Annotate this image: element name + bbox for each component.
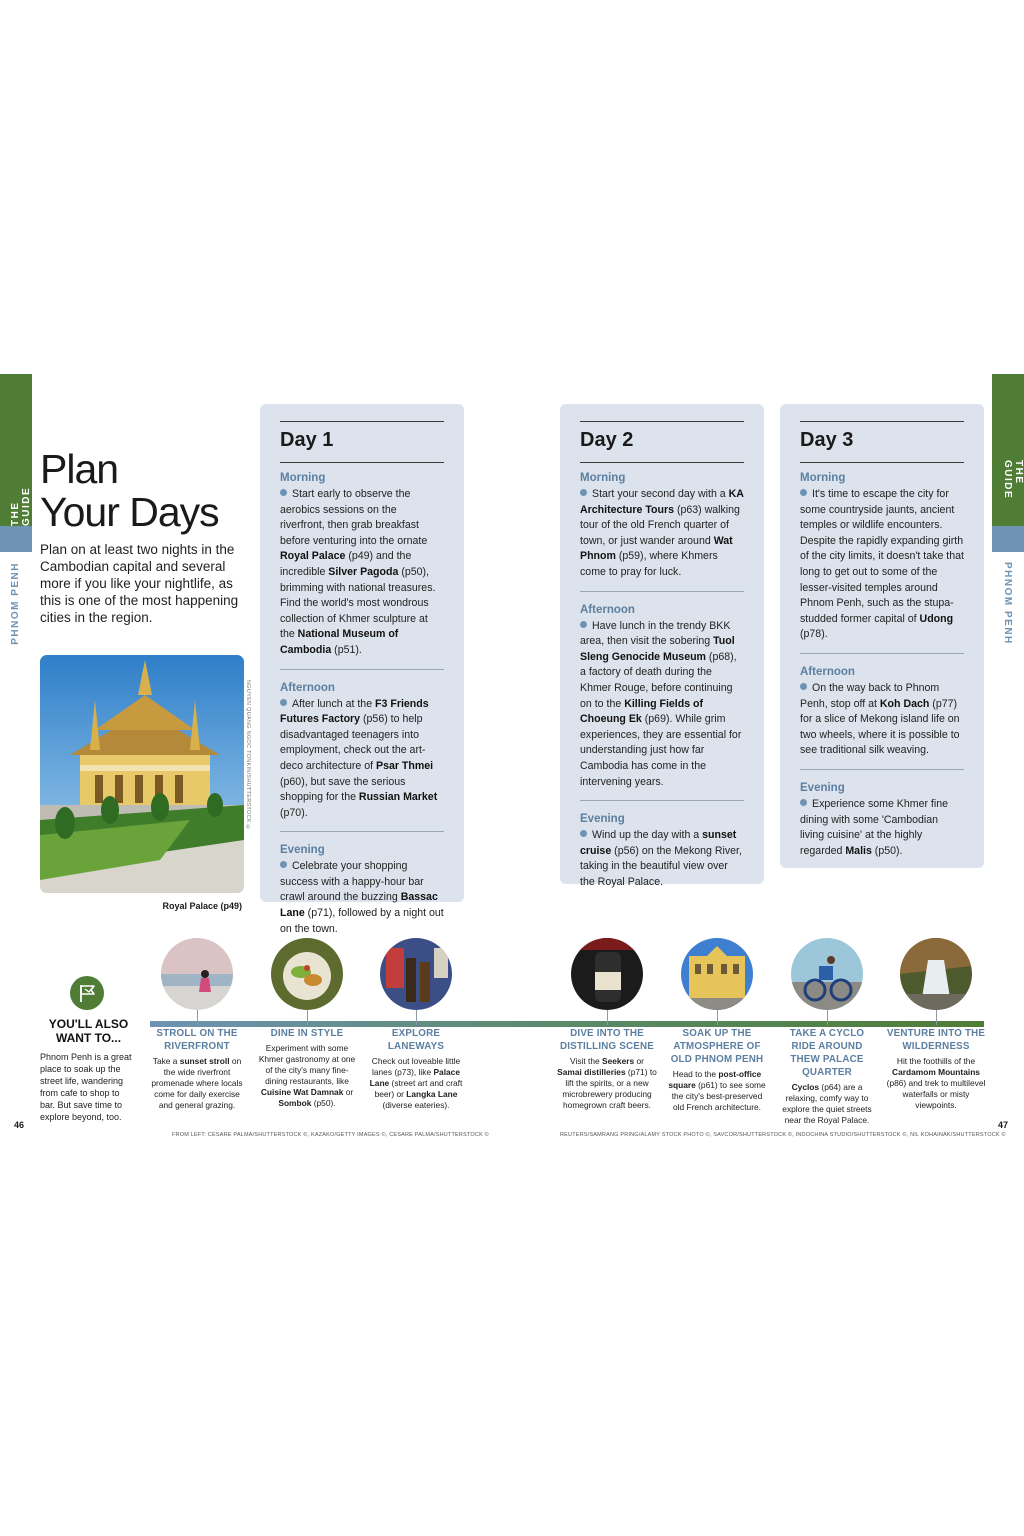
highlight-text: Koh Dach — [879, 697, 930, 710]
body-text: (p56) on the Mekong River, taking in the beautiful view over the Royal Palace. — [580, 844, 742, 888]
body-text: On the way back to Phnom Penh, stop off at — [800, 681, 940, 710]
body-text: (p69). While grim experiences, they are essential for understanding just how far Cambodia has come in the intervening years. — [580, 713, 742, 788]
body-text: (p63) walking tour of the old French quarter of town, or just wander around — [580, 503, 740, 547]
highlight-text: Seekers — [602, 1056, 635, 1066]
timeline-tick — [197, 1010, 198, 1025]
slot-text — [800, 681, 964, 759]
riverfront-photo — [161, 938, 233, 1010]
body-text: Wind up the day with a — [592, 829, 703, 842]
right-region-label: PHNOM PENH — [1002, 562, 1013, 645]
bullet-dot — [800, 489, 807, 496]
card-top-rule — [280, 421, 444, 422]
card-title-rule — [580, 462, 744, 463]
royal-palace-photo — [40, 655, 244, 893]
highlight-text: post-office square — [668, 1069, 762, 1090]
timeline-tick — [607, 1010, 608, 1025]
body-text: Check out loveable little lanes (p73), like — [371, 1056, 461, 1077]
activity-dine — [257, 938, 357, 1109]
body-text: (p59), where Khmers come to pray for luck. — [580, 550, 718, 578]
slot-text — [800, 797, 964, 859]
intro-text: Plan on at least two nights in the Cambodian capital and several more if you like your nightlife, as this is one of the most happening cities in the region. — [40, 542, 239, 625]
flag-icon — [70, 976, 104, 1010]
want-title: YOU'LL ALSO WANT TO... — [48, 1017, 129, 1045]
slot-label-morning: Morning — [280, 472, 326, 484]
day-card-3 — [780, 404, 984, 868]
body-text: After lunch at the — [292, 697, 376, 710]
activity-cyclo — [777, 938, 877, 1126]
body-text: (p60), but save the serious shopping for the — [280, 775, 406, 804]
slot-text — [580, 828, 744, 890]
activity-text — [366, 1056, 466, 1111]
bullet-dot — [280, 861, 287, 868]
slot-label-morning: Morning — [800, 472, 846, 484]
body-text: Celebrate your shopping success with a happy-hour bar crawl around the buzzing — [280, 860, 424, 904]
day-card-2 — [560, 404, 764, 888]
bullet-dot — [800, 799, 807, 806]
page-title — [40, 448, 250, 534]
slot-divider — [800, 653, 964, 654]
body-text: (p64) are a relaxing, comfy way to explore the quiet streets near the Royal Palace. — [782, 1082, 872, 1125]
page-title-line2: Your Days — [40, 489, 219, 535]
highlight-text: Samai distilleries — [557, 1067, 626, 1077]
highlight-text: Psar Thmei — [376, 759, 434, 772]
body-text: (p71), followed by a night out on the town. — [280, 907, 444, 935]
timeline-tick — [307, 1010, 308, 1025]
highlight-text: Cardamom Mountains — [892, 1067, 980, 1077]
left-section-label: THE GUIDE — [10, 486, 32, 526]
activity-title: DIVE INTO THE DISTILLING SCENE — [559, 1028, 655, 1052]
highlight-text: Sombok — [278, 1098, 312, 1108]
body-text: or — [634, 1056, 644, 1066]
activity-text — [886, 1056, 986, 1111]
left-region-tab — [0, 526, 32, 552]
bullet-dot — [280, 489, 287, 496]
activity-text — [667, 1069, 767, 1113]
activity-riverfront — [147, 938, 247, 1111]
body-text: Hit the foothills of the — [896, 1056, 976, 1066]
card-title-rule — [800, 462, 964, 463]
activity-title: TAKE A CYCLO RIDE AROUND THEW PALACE QUARTER — [789, 1028, 865, 1078]
slot-label-evening: Evening — [280, 844, 325, 857]
body-text: Head to the — [672, 1069, 719, 1079]
day-card-1 — [260, 404, 464, 935]
activity-distilling — [557, 938, 657, 1111]
page-title-line1: Plan — [40, 446, 119, 492]
activity-title: DINE IN STYLE — [270, 1028, 344, 1039]
cyclo-photo — [791, 938, 863, 1010]
highlight-text: Royal Palace — [280, 550, 346, 563]
activity-old-phnom-penh — [667, 938, 767, 1113]
slot-text — [280, 697, 444, 822]
body-text: on the wide riverfront promenade where locals come for daily exercise and general grazing. — [151, 1056, 243, 1110]
slot-label-morning: Morning — [580, 472, 626, 484]
waterfall-photo — [900, 938, 972, 1010]
highlight-text: Silver Pagoda — [328, 565, 399, 578]
highlight-text: Tuol Sleng Genocide Museum — [580, 635, 735, 663]
highlight-text: F3 Friends Futures Factory — [280, 697, 429, 726]
highlight-text: Wat Phnom — [580, 534, 733, 563]
distilling-photo — [571, 938, 643, 1010]
day-title: Day 3 — [800, 429, 854, 451]
card-top-rule — [800, 421, 964, 422]
slot-divider — [280, 669, 444, 670]
right-section-tab — [992, 374, 1024, 526]
day-title: Day 1 — [280, 429, 334, 451]
timeline-tick — [416, 1010, 417, 1025]
slot-divider — [800, 769, 964, 770]
highlight-text: sunset stroll — [179, 1056, 230, 1066]
bullet-dot — [580, 621, 587, 628]
photo-caption: Royal Palace (p49) — [162, 901, 242, 911]
body-text: (p51). — [331, 643, 362, 656]
slot-text — [580, 619, 744, 791]
activity-title: EXPLORE LANEWAYS — [387, 1028, 445, 1052]
post-office-photo — [681, 938, 753, 1010]
body-text: Experiment with some Khmer gastronomy at one of the city's many fine-dining restaurants, like — [258, 1043, 356, 1086]
bullet-dot — [280, 699, 287, 706]
activity-text — [257, 1043, 357, 1109]
slot-text — [800, 487, 964, 643]
slot-label-afternoon: Afternoon — [800, 665, 855, 678]
body-text: (p77) for a slice of Mekong island life on two wheels, where it is possible to see traditional silk weaving. — [800, 697, 960, 757]
highlight-text: Langka Lane — [406, 1089, 458, 1099]
body-text: (p70). — [280, 806, 308, 819]
right-section-label: THE GUIDE — [1002, 460, 1024, 500]
page-number-right: 47 — [998, 1120, 1009, 1130]
timeline-tick — [827, 1010, 828, 1025]
body-text: It's time to escape the city for some countryside jaunts, ancient temples or wildlife encounters. Despite the rapidly expanding girth of the city limits, it doesn't take that long to get out to some of the lesser-visited temples around Phnom Penh, such as the stupa-studded former capital of — [800, 488, 964, 625]
highlight-text: KA Architecture Tours — [580, 488, 744, 516]
body-text: Experience some Khmer fine dining with some 'Cambodian living cuisine' at the highly regarded — [800, 797, 949, 857]
body-text: Have lunch in the trendy BKK area, then visit the sobering — [580, 619, 731, 648]
slot-text — [280, 487, 444, 659]
highlight-text: Bassac Lane — [280, 891, 438, 920]
dining-photo — [271, 938, 343, 1010]
body-text: (p78). — [800, 628, 828, 641]
body-text: Take a — [152, 1056, 180, 1066]
right-region-tab — [992, 526, 1024, 552]
left-region-label: PHNOM PENH — [10, 562, 21, 645]
page-number-left: 46 — [14, 1120, 25, 1130]
activity-title: STROLL ON THE RIVERFRONT — [156, 1028, 238, 1052]
activity-wilderness — [886, 938, 986, 1111]
timeline-tick — [717, 1010, 718, 1025]
card-top-rule — [580, 421, 744, 422]
activity-title: VENTURE INTO THE WILDERNESS — [886, 1028, 986, 1052]
slot-label-evening: Evening — [580, 813, 625, 826]
body-text: (p50). — [311, 1098, 336, 1108]
activity-laneways — [366, 938, 466, 1111]
highlight-text: Palace Lane — [369, 1067, 460, 1088]
activity-text — [557, 1056, 657, 1111]
body-text: (diverse eateries). — [382, 1100, 450, 1110]
photo-credit: NGUYEN QUANG NGOC TONKIN/SHUTTERSTOCK © — [245, 680, 251, 831]
activity-title: SOAK UP THE ATMOSPHERE OF OLD PHNOM PENH — [670, 1028, 764, 1065]
body-text: (p86) and trek to multilevel waterfalls or misty viewpoints. — [886, 1078, 986, 1110]
slot-divider — [580, 800, 744, 801]
slot-text — [280, 859, 444, 937]
photo-credits-right: REUTERS/SAMRANG PRING/ALAMY STOCK PHOTO ©, SAVCOR/SHUTTERSTOCK ©, INDOCHINA STUDIO/SHUTTERSTOCK ©, NIL KOHAINAK/SHUTTERSTOCK © — [560, 1132, 1006, 1138]
bullet-dot — [580, 489, 587, 496]
highlight-text: Cuisine Wat Damnak — [260, 1087, 344, 1097]
highlight-text: National Museum of Cambodia — [280, 628, 399, 656]
highlight-text: Cyclos — [791, 1082, 820, 1092]
body-text: Visit the — [570, 1056, 603, 1066]
slot-divider — [580, 591, 744, 592]
body-text: or — [343, 1087, 354, 1097]
want-intro: Phnom Penh is a great place to soak up the street life, wandering from cafe to shop to bar. But save time to explore beyond, too. — [40, 1052, 132, 1122]
slot-label-afternoon: Afternoon — [280, 681, 335, 694]
activity-text — [777, 1082, 877, 1126]
timeline-tick — [936, 1010, 937, 1025]
body-text: (p61) to see some the city's best-preserved old French architecture. — [671, 1080, 766, 1112]
highlight-text: Udong — [919, 612, 954, 625]
activity-text — [147, 1056, 247, 1111]
highlight-text: Killing Fields of Choeung Ek — [580, 697, 704, 726]
body-text: (street art and craft beer) or — [374, 1078, 463, 1099]
day-title: Day 2 — [580, 429, 634, 451]
body-text: (p71) to lift the spirits, or a new microbrewery producing homegrown craft beers. — [562, 1067, 657, 1110]
highlight-text: Malis — [845, 844, 872, 857]
slot-text — [580, 487, 744, 581]
left-section-tab — [0, 374, 32, 526]
body-text: Start early to observe the aerobics sessions on the riverfront, then grab breakfast before venturing into the ornate — [280, 488, 428, 547]
slot-divider — [280, 831, 444, 832]
body-text: (p68), a factory of death during the Khmer Rouge, before continuing on to the — [580, 650, 737, 710]
slot-label-afternoon: Afternoon — [580, 603, 635, 616]
body-text: (p49) and the incredible — [280, 550, 412, 578]
body-text: Start your second day with a — [592, 488, 729, 500]
highlight-text: sunset cruise — [580, 829, 737, 857]
body-text: (p50), brimming with national treasures. Find the world's most wondrous collection of Khmer sculpture at the — [280, 565, 436, 641]
photo-credits-left: FROM LEFT: CESARE PALMA/SHUTTERSTOCK ©, KAZAKO/GETTY IMAGES ©, CESARE PALMA/SHUTTERSTOCK © — [172, 1132, 489, 1138]
bullet-dot — [800, 683, 807, 690]
body-text: (p50). — [871, 844, 903, 857]
bullet-dot — [580, 830, 587, 837]
laneways-photo — [380, 938, 452, 1010]
body-text: (p56) to help disadvantaged teenagers into employment, check out the art-deco architecture of — [280, 713, 426, 772]
highlight-text: Russian Market — [358, 791, 438, 804]
slot-label-evening: Evening — [800, 781, 845, 794]
card-title-rule — [280, 462, 444, 463]
